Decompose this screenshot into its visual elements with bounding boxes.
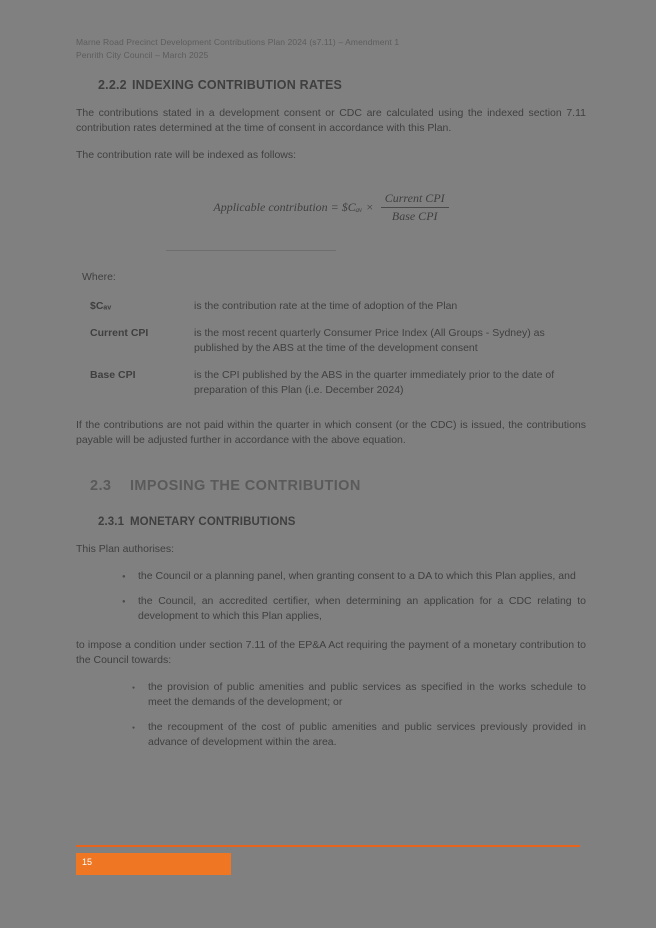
- paragraph-indexing-lead: The contribution rate will be indexed as follows:: [76, 149, 297, 161]
- where-label: Where:: [82, 271, 116, 283]
- formula-left-side: Applicable contribution = $Cₐᵥ ×: [213, 200, 374, 214]
- definition-term: $Cₐᵥ: [90, 300, 112, 312]
- list-item: ● the Council, an accredited certifier, when determining an application for a CDC relating to development to which this Plan applies,: [122, 594, 586, 624]
- section-heading-2-2-2: [98, 78, 586, 92]
- definition-text: is the most recent quarterly Consumer Price Index (All Groups - Sydney) as published by the ABS at the time of the development consent: [194, 327, 545, 354]
- list-item: ● the recoupment of the cost of public amenities and public services previously provided in advance of development within the area.: [132, 720, 586, 750]
- footer-divider: [76, 845, 580, 847]
- header-line-2: Penrith City Council – March 2025: [76, 50, 209, 60]
- section-number: 2.2.2: [98, 78, 127, 92]
- paragraph-indexing-intro: The contributions stated in a development consent or CDC are calculated using the indexed section 7.11 contribution rates determined at the time of consent in accordance with this Plan.: [76, 107, 586, 134]
- section-title: MONETARY CONTRIBUTIONS: [130, 516, 296, 528]
- section-number: 2.3: [90, 478, 112, 494]
- table-row: [76, 362, 581, 404]
- section-heading-2-3-1: [98, 516, 586, 528]
- definition-text: is the contribution rate at the time of adoption of the Plan: [194, 300, 458, 312]
- page-header: [76, 36, 586, 62]
- definition-text: is the CPI published by the ABS in the quarter immediately prior to the date of preparation of this Plan (i.e. December 2024): [194, 369, 555, 396]
- list-item: ● the provision of public amenities and public services as specified in the works schedule to meet the demands of the development; or: [132, 680, 586, 710]
- table-row: [76, 293, 581, 320]
- paragraph-impose-condition: to impose a condition under section 7.11 of the EP&A Act requiring the payment of a monetary contribution to the Council towards:: [76, 639, 586, 666]
- section-title: IMPOSING THE CONTRIBUTION: [130, 478, 361, 494]
- page-number: 15: [82, 857, 93, 867]
- paragraph-adjustment: If the contributions are not paid within the quarter in which consent (or the CDC) is issued, the contributions payable will be adjusted further in accordance with the above equation.: [76, 419, 586, 446]
- definition-term: Base CPI: [90, 369, 136, 381]
- indexing-formula: [76, 191, 586, 224]
- definitions-table: [76, 293, 581, 404]
- page-content: [76, 36, 586, 760]
- header-line-1: Marne Road Precinct Development Contributions Plan 2024 (s7.11) – Amendment 1: [76, 37, 400, 47]
- horizontal-divider: [166, 250, 336, 251]
- section-heading-2-3: [90, 478, 586, 494]
- towards-list: [76, 680, 586, 750]
- section-title: INDEXING CONTRIBUTION RATES: [132, 78, 343, 92]
- list-item: ● the Council or a planning panel, when granting consent to a DA to which this Plan applies, and: [122, 569, 586, 584]
- definition-term: Current CPI: [90, 327, 149, 339]
- paragraph-authorises-intro: This Plan authorises:: [76, 543, 175, 555]
- formula-numerator: Current CPI: [381, 191, 449, 208]
- section-number: 2.3.1: [98, 516, 125, 528]
- formula-denominator: Base CPI: [391, 209, 438, 223]
- authorises-list: [76, 569, 586, 624]
- page-number-badge: [76, 853, 231, 875]
- table-row: [76, 320, 581, 362]
- formula-fraction: [381, 191, 449, 224]
